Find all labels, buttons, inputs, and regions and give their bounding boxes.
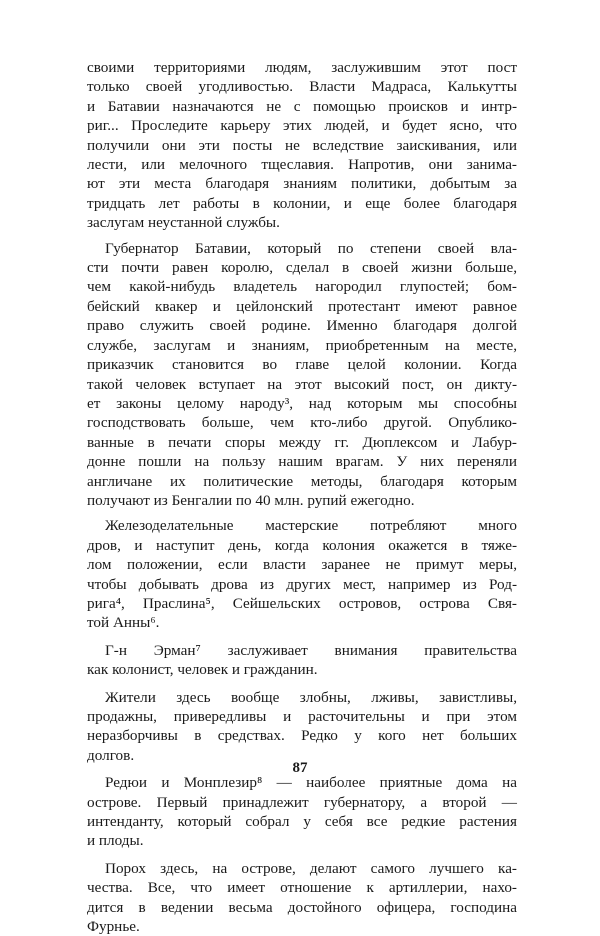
text-line: Порох здесь, на острове, делают самого лучшего ка- <box>105 859 517 877</box>
text-line: дров, и наступит день, когда колония окажется в тяже- <box>87 536 517 554</box>
text-line: ванные в печати споры между гг. Дюплексом и Лабур- <box>87 433 517 451</box>
paragraph-5 <box>87 688 517 766</box>
text-line: тридцать лет работы в колонии, и еще более благодаря <box>87 194 517 212</box>
text-line: службе, заслугам и знаниям, приобретенным на месте, <box>87 336 517 354</box>
paragraph-3 <box>87 516 517 632</box>
text-line: долгов. <box>87 746 135 764</box>
text-line: право служить своей родине. Именно благодаря долгой <box>87 317 517 335</box>
text-line: интенданту, который собрал у себя все редкие растения <box>87 813 517 831</box>
paragraph-6 <box>87 773 517 851</box>
text-line: дится в ведении весьма достойного офицера, господина <box>87 898 517 916</box>
text-line: и Батавии назначаются не с помощью происков и интр- <box>87 97 517 115</box>
page-number: 87 <box>292 760 308 776</box>
text-line: Железоделательные мастерские потребляют много <box>105 517 517 535</box>
text-line: такой человек вступает на этот высокий пост, он дикту- <box>87 375 517 393</box>
text-line: сти почти равен королю, сделал в своей жизни больше, <box>87 259 517 277</box>
paragraph-1 <box>87 58 517 233</box>
paragraph-2 <box>87 239 517 511</box>
text-line: неразборчивы в средствах. Редко у кого нет больших <box>87 727 517 745</box>
text-line: чества. Все, что имеет отношение к артиллерии, нахо- <box>87 879 517 897</box>
text-line: как колонист, человек и гражданин. <box>87 661 318 679</box>
text-line: получают из Бенгалии по 40 млн. рупий ежегодно. <box>87 491 415 509</box>
text-line: бейский квакер и цейлонский протестант имеют равное <box>87 297 517 315</box>
text-line: своими территориями людям, заслужившим этот пост <box>87 59 517 76</box>
text-line: лести, или мелочного тщеславия. Напротив, они занима- <box>87 156 517 174</box>
text-line: продажны, привередливы и расточительны и при этом <box>87 708 517 725</box>
text-line: и плоды. <box>87 832 144 850</box>
text-line: чтобы добывать дрова из других мест, например из Род- <box>87 575 517 593</box>
text-line: Жители здесь вообще злобны, лживы, завистливы, <box>105 688 517 706</box>
text-line: рига⁴, Праслина⁵, Сейшельских островов, острова Свя- <box>87 594 517 612</box>
text-line: Фурнье. <box>87 918 140 936</box>
text-line: риг... Проследите карьеру этих людей, и будет ясно, что <box>87 117 517 135</box>
text-line: донне пошли на пользу нашим врагам. У них переняли <box>87 453 517 471</box>
text-line: ют эти места благодаря знаниям политики, добытым за <box>87 175 517 193</box>
text-line: англичане их политические методы, благодаря которым <box>87 472 517 490</box>
text-line: заслугам неустанной службы. <box>87 214 280 232</box>
text-line: острове. Первый принадлежит губернатору, а второй — <box>87 793 517 811</box>
paragraph-4 <box>87 641 517 680</box>
page-text <box>87 58 517 936</box>
text-line: Губернатор Батавии, который по степени своей вла- <box>105 239 517 257</box>
paragraph-7 <box>87 859 517 936</box>
text-line: ет законы целому народу³, над которым мы способны <box>87 394 517 412</box>
text-line: только своей угодливостью. Власти Мадраса, Калькутты <box>87 78 517 96</box>
text-line: приказчик становится во главе целой колонии. Когда <box>87 356 517 374</box>
text-line: господствовать больше, чем кто-либо другой. Опублико- <box>87 414 517 432</box>
text-line: той Анны⁶. <box>87 614 160 632</box>
text-line: лом положении, если власти заранее не примут меры, <box>87 556 517 574</box>
text-line: Г-н Эрман⁷ заслуживает внимания правительства <box>105 641 517 659</box>
text-line: чем какой-нибудь владетель нагородил глупостей; бом- <box>87 278 517 296</box>
text-line: Редюи и Монплезир⁸ — наиболее приятные дома на <box>105 774 517 792</box>
text-line: получили они эти посты не вследствие заискивания, или <box>87 136 517 154</box>
